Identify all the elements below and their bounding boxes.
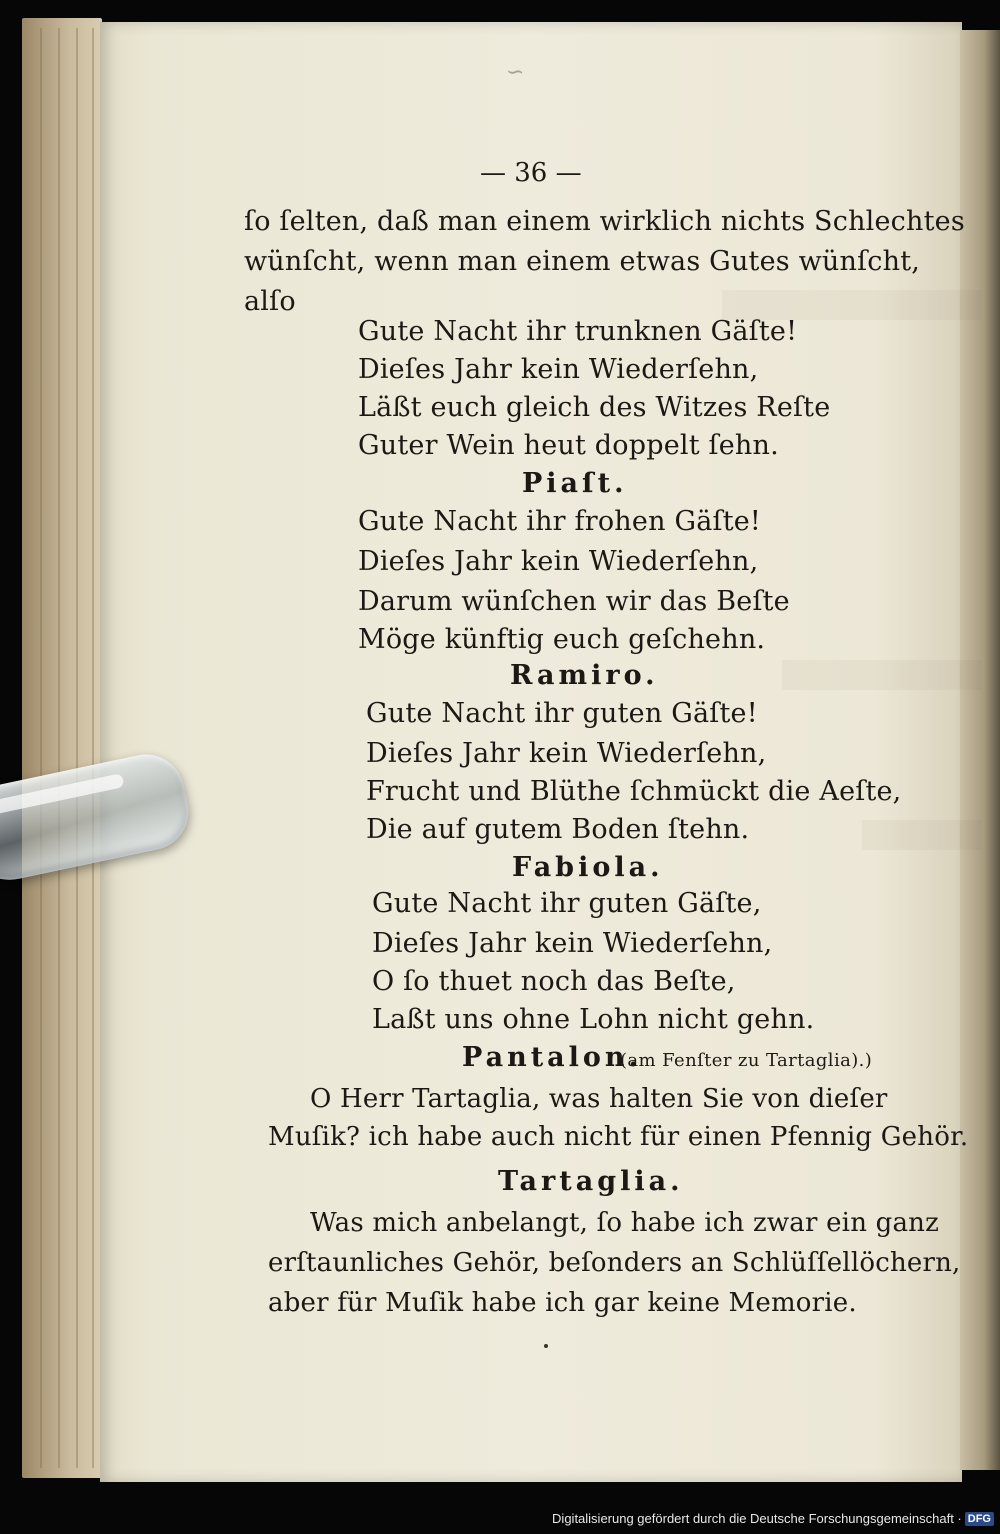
bleed-through: [782, 660, 982, 690]
text-line: Muſik? ich habe auch nicht für einen Pfennig Gehör.: [268, 1122, 969, 1152]
verse-line: Dieſes Jahr kein Wiederſehn,: [366, 738, 767, 769]
speaker-name: Pantalon.: [462, 1042, 642, 1073]
stage-direction: (am Fenſter zu Tartaglia).): [620, 1050, 873, 1071]
speaker-name: Tartaglia.: [498, 1166, 684, 1197]
verse-line: Gute Nacht ihr guten Gäſte,: [372, 888, 762, 919]
speaker-name: Piaſt.: [522, 468, 628, 499]
page-stack-line: [92, 28, 94, 1468]
text-line: alſo: [244, 286, 296, 317]
pencil-mark: ∽: [506, 60, 525, 85]
verse-line: O ſo thuet noch das Beſte,: [372, 966, 736, 997]
verse-line: Gute Nacht ihr guten Gäſte!: [366, 698, 758, 729]
text-line: O Herr Tartaglia, was halten Sie von dieſer: [310, 1084, 888, 1114]
page-stack-line: [76, 28, 78, 1468]
verse-line: Läßt euch gleich des Witzes Reſte: [358, 392, 831, 423]
verse-line: Dieſes Jahr kein Wiederſehn,: [358, 546, 759, 577]
verse-line: Dieſes Jahr kein Wiederſehn,: [372, 928, 773, 959]
verse-line: Guter Wein heut doppelt ſehn.: [358, 430, 779, 461]
dfg-logo: DFG: [965, 1512, 994, 1526]
digitization-credit: [552, 1511, 994, 1526]
speaker-name: Ramiro.: [510, 660, 659, 691]
text-line: wünſcht, wenn man einem etwas Gutes wünſcht,: [244, 246, 921, 277]
text-line: ſo ſelten, daß man einem wirklich nichts Schlechtes: [244, 206, 965, 237]
glass-highlight: [0, 773, 125, 818]
verse-line: Möge künftig euch geſchehn.: [358, 624, 766, 655]
ink-speck: [544, 1344, 548, 1348]
page-stack-line: [40, 28, 42, 1468]
bleed-through: [862, 820, 982, 850]
verse-line: Die auf gutem Boden ſtehn.: [366, 814, 750, 845]
text-line: erſtaunliches Gehör, beſonders an Schlüſſellöchern,: [268, 1248, 961, 1278]
page-stack-line: [58, 28, 60, 1468]
text-line: aber für Muſik habe ich gar keine Memorie.: [268, 1288, 857, 1318]
text-line: Was mich anbelangt, ſo habe ich zwar ein ganz: [310, 1208, 939, 1238]
verse-line: Gute Nacht ihr trunknen Gäſte!: [358, 316, 798, 347]
book-edge: [22, 18, 102, 1478]
verse-line: Frucht und Blüthe ſchmückt die Aeſte,: [366, 776, 902, 807]
facing-page-edge: [960, 30, 1000, 1470]
verse-line: Darum wünſchen wir das Beſte: [358, 586, 790, 617]
credit-text: Digitalisierung gefördert durch die Deutsche Forschungsgemeinschaft ·: [552, 1511, 962, 1526]
verse-line: Dieſes Jahr kein Wiederſehn,: [358, 354, 759, 385]
page-number: — 36 —: [480, 158, 582, 188]
verse-line: Laßt uns ohne Lohn nicht gehn.: [372, 1004, 815, 1035]
verse-line: Gute Nacht ihr frohen Gäſte!: [358, 506, 761, 537]
speaker-name: Fabiola.: [512, 852, 664, 883]
